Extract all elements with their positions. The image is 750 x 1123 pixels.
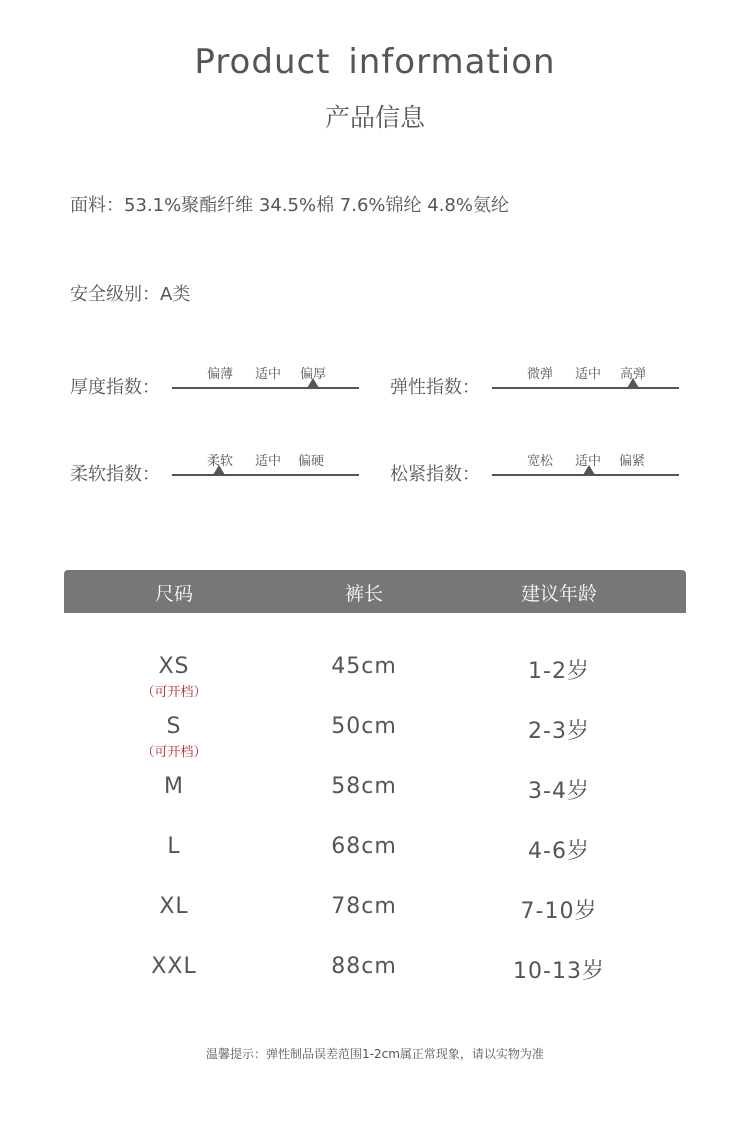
length-cell: 45cm xyxy=(331,654,397,679)
age-cell: 1-2岁 xyxy=(528,659,590,684)
age-cell: 3-4岁 xyxy=(528,779,590,804)
size-cell: XS xyxy=(158,654,190,679)
age-cell: 4-6岁 xyxy=(528,839,590,864)
softness-scale-line xyxy=(172,474,359,476)
elasticity-scale-line xyxy=(492,387,679,389)
size-cell: XXL xyxy=(151,954,197,979)
thickness-marker-icon xyxy=(307,378,319,388)
size-cell: M xyxy=(164,774,184,799)
elasticity-option-medium: 适中 xyxy=(574,367,602,382)
fit-scale xyxy=(492,450,679,472)
elasticity-option-high: 高弹 xyxy=(619,367,647,382)
fit-marker-icon xyxy=(583,465,595,475)
elasticity-scale xyxy=(492,363,679,385)
thickness-scale-line xyxy=(172,387,359,389)
crotch-note: （可开档） xyxy=(141,685,207,700)
safety-level: 安全级别：A类 xyxy=(70,284,191,305)
table-row xyxy=(0,654,750,714)
fabric-composition: 面料：53.1%聚酯纤维 34.5%棉 7.6%锦纶 4.8%氨纶 xyxy=(70,195,509,216)
softness-scale xyxy=(172,450,359,472)
softness-marker-icon xyxy=(213,465,225,475)
table-row xyxy=(0,954,750,1014)
size-cell: S xyxy=(166,714,182,739)
table-row xyxy=(0,714,750,774)
warm-tip: 温馨提示：弹性制品误差范围1-2cm属正常现象，请以实物为准 xyxy=(206,1047,544,1061)
elasticity-marker-icon xyxy=(627,378,639,388)
thickness-option-thick: 偏厚 xyxy=(299,367,327,382)
length-cell: 78cm xyxy=(331,894,397,919)
softness-option-soft: 柔软 xyxy=(206,454,234,469)
length-cell: 68cm xyxy=(331,834,397,859)
title-chinese: 产品信息 xyxy=(324,103,425,132)
age-cell: 2-3岁 xyxy=(528,719,590,744)
header-length: 裤长 xyxy=(344,583,384,605)
crotch-note: （可开档） xyxy=(141,745,207,760)
header-size: 尺码 xyxy=(154,583,194,605)
table-row xyxy=(0,774,750,834)
elasticity-option-slight: 微弹 xyxy=(526,367,554,382)
table-row xyxy=(0,894,750,954)
length-cell: 58cm xyxy=(331,774,397,799)
length-cell: 50cm xyxy=(331,714,397,739)
fit-option-tight: 偏紧 xyxy=(618,454,646,469)
softness-option-hard: 偏硬 xyxy=(297,454,325,469)
thickness-index-label: 厚度指数： xyxy=(70,377,160,398)
table-row xyxy=(0,834,750,894)
age-cell: 10-13岁 xyxy=(513,959,605,984)
fit-index-label: 松紧指数： xyxy=(390,464,480,485)
elasticity-index-label: 弹性指数： xyxy=(390,377,480,398)
title-english: Product information xyxy=(194,42,556,82)
softness-option-medium: 适中 xyxy=(254,454,282,469)
thickness-option-thin: 偏薄 xyxy=(206,367,234,382)
size-table-header xyxy=(64,570,686,613)
header-age: 建议年龄 xyxy=(520,583,598,605)
length-cell: 88cm xyxy=(331,954,397,979)
age-cell: 7-10岁 xyxy=(520,899,598,924)
size-cell: XL xyxy=(159,894,189,919)
fit-option-medium: 适中 xyxy=(574,454,602,469)
size-cell: L xyxy=(167,834,181,859)
thickness-option-medium: 适中 xyxy=(254,367,282,382)
thickness-scale xyxy=(172,363,359,385)
softness-index-label: 柔软指数： xyxy=(70,464,160,485)
fit-option-loose: 宽松 xyxy=(526,454,554,469)
